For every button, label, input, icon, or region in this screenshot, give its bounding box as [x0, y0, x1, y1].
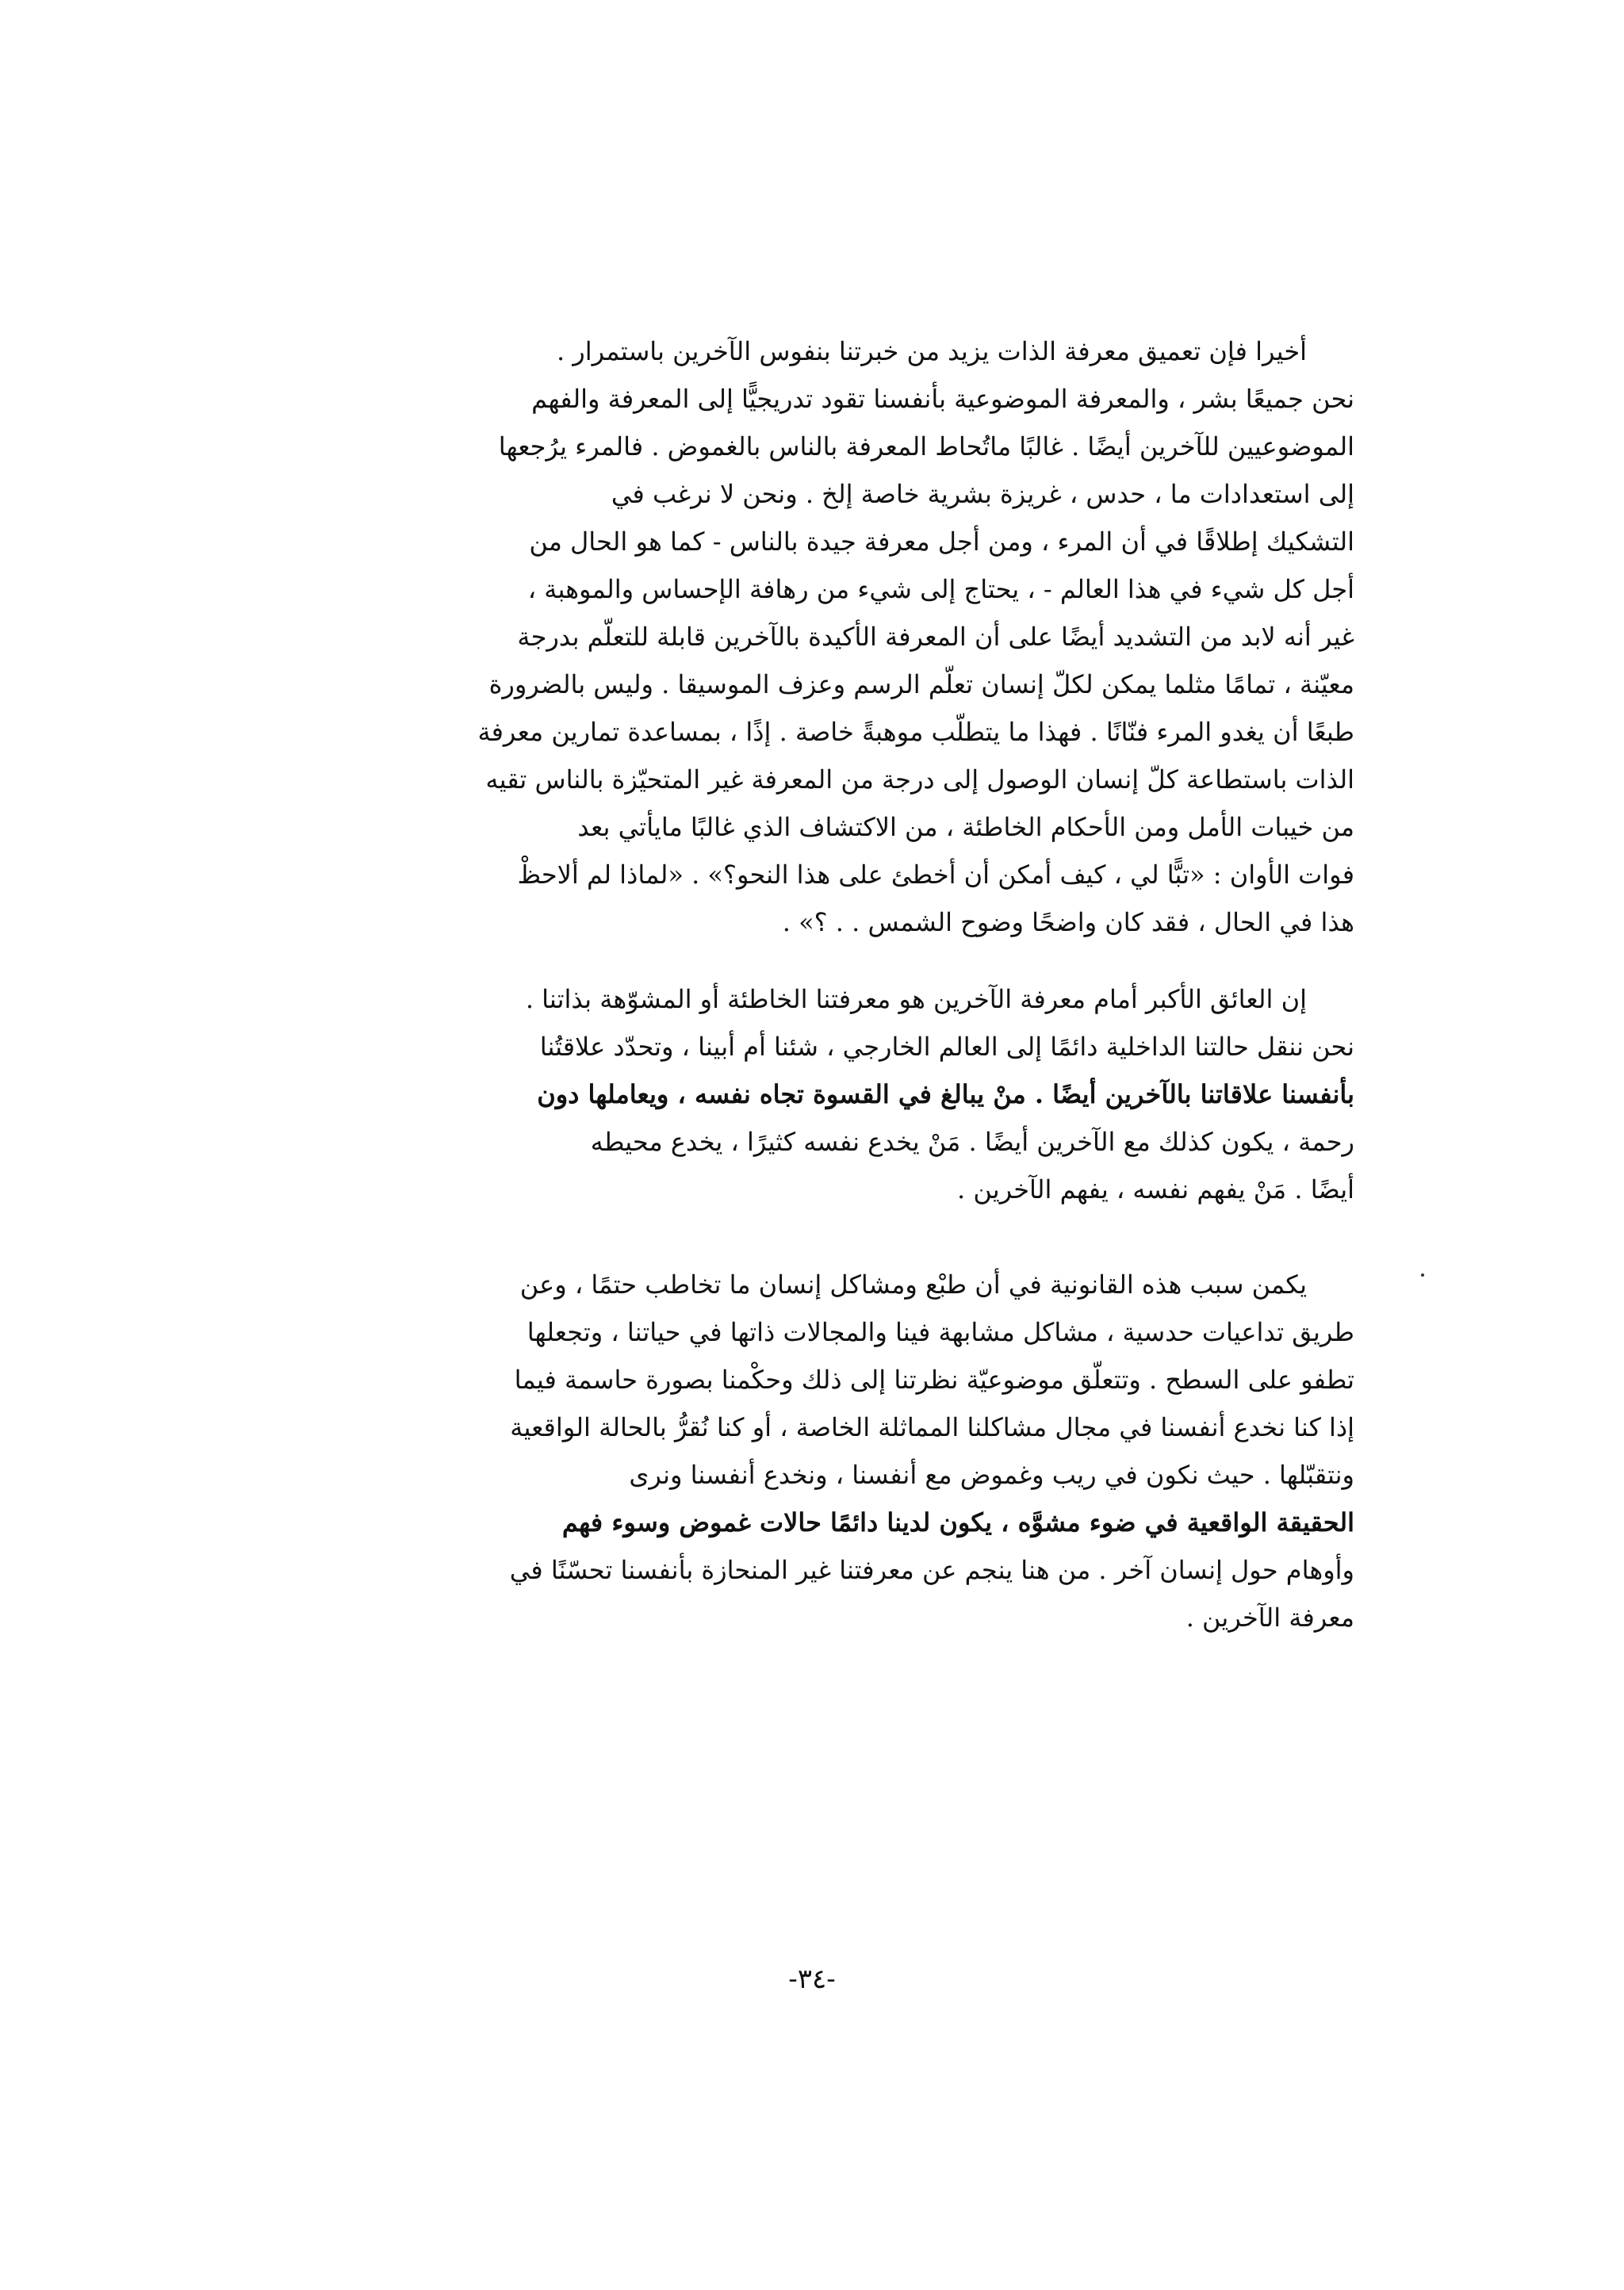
paragraph-line: وأوهام حول إنسان آخر . من هنا ينجم عن معرفتنا غير المنحازة بأنفسنا تحسّنًا في — [509, 1555, 1354, 1585]
paragraph-line: الموضوعيين للآخرين أيضًا . غالبًا ماتُحاط المعرفة بالناس بالغموض . فالمرء يرُجعها — [498, 431, 1354, 461]
paragraph-line: إذا كنا نخدع أنفسنا في مجال مشاكلنا المماثلة الخاصة ، أو كنا نُقرُّ بالحالة الواقعية — [510, 1412, 1354, 1442]
scan-speck — [1421, 1273, 1424, 1277]
paragraph-line: أجل كل شيء في هذا العالم - ، يحتاج إلى شيء من رهافة الإحساس والموهبة ، — [527, 574, 1354, 604]
paragraph-line: أخيرا فإن تعميق معرفة الذات يزيد من خبرتنا بنفوس الآخرين باستمرار . — [556, 336, 1307, 366]
paragraph-1 — [268, 327, 1354, 946]
paragraph-line: يكمن سبب هذه القانونية في أن طبْع ومشاكل إنسان ما تخاطب حتمًا ، وعن — [519, 1269, 1307, 1300]
paragraph-line: فوات الأوان : «تبًّا لي ، كيف أمكن أن أخطئ على هذا النحو؟» . «لماذا لم ألاحظْ — [517, 860, 1354, 890]
paragraph-line: معرفة الآخرين . — [1185, 1603, 1354, 1633]
paragraph-3 — [268, 1261, 1354, 1641]
page-number: -٣٤- — [788, 1963, 836, 1995]
paragraph-line: طبعًا أن يغدو المرء فنّانًا . فهذا ما يتطلّب موهبةً خاصة . إذًا ، بمساعدة تمارين معرفة — [477, 717, 1354, 747]
paragraph-line: معيّنة ، تمامًا مثلما يمكن لكلّ إنسان تعلّم الرسم وعزف الموسيقا . وليس بالضرورة — [488, 669, 1354, 699]
paragraph-line: تطفو على السطح . وتتعلّق موضوعيّة نظرتنا إلى ذلك وحكْمنا بصورة حاسمة فيما — [514, 1365, 1354, 1395]
paragraph-line: الذات باستطاعة كلّ إنسان الوصول إلى درجة من المعرفة غير المتحيّزة بالناس تقيه — [485, 764, 1354, 795]
paragraph-line: بأنفسنا علاقاتنا بالآخرين أيضًا . منْ يبالغ في القسوة تجاه نفسه ، ويعاملها دون — [537, 1079, 1354, 1109]
paragraph-line: نحن جميعًا بشر ، والمعرفة الموضوعية بأنفسنا تقود تدريجيًّا إلى المعرفة والفهم — [531, 384, 1354, 414]
paragraph-line: طريق تداعيات حدسية ، مشاكل مشابهة فينا والمجالات ذاتها في حياتنا ، وتجعلها — [527, 1317, 1354, 1347]
paragraph-line: غير أنه لابد من التشديد أيضًا على أن المعرفة الأكيدة بالآخرين قابلة للتعلّم بدرجة — [517, 622, 1354, 652]
paragraph-line: إلى استعدادات ما ، حدس ، غريزة بشرية خاصة إلخ . ونحن لا نرغب في — [611, 479, 1354, 509]
paragraph-line: هذا في الحال ، فقد كان واضحًا وضوح الشمس . . ؟» . — [782, 907, 1354, 937]
paragraph-line: نحن ننقل حالتنا الداخلية دائمًا إلى العالم الخارجي ، شئنا أم أبينا ، وتحدّد علاقتُنا — [539, 1032, 1354, 1062]
paragraph-line: رحمة ، يكون كذلك مع الآخرين أيضًا . مَنْ يخدع نفسه كثيرًا ، يخدع محيطه — [590, 1127, 1354, 1157]
paragraph-line: أيضًا . مَنْ يفهم نفسه ، يفهم الآخرين . — [956, 1174, 1354, 1204]
paragraph-2 — [268, 975, 1354, 1213]
paragraph-line: إن العائق الأكبر أمام معرفة الآخرين هو معرفتنا الخاطئة أو المشوّهة بذاتنا . — [525, 984, 1307, 1014]
paragraph-line: التشكيك إطلاقًا في أن المرء ، ومن أجل معرفة جيدة بالناس - كما هو الحال من — [529, 527, 1354, 557]
paragraph-line: ونتقبّلها . حيث نكون في ريب وغموض مع أنفسنا ، ونخدع أنفسنا ونرى — [629, 1460, 1354, 1490]
paragraph-line: من خيبات الأمل ومن الأحكام الخاطئة ، من الاكتشاف الذي غالبًا مايأتي بعد — [577, 812, 1354, 842]
paragraph-line: الحقيقة الواقعية في ضوء مشوَّه ، يكون لدينا دائمًا حالات غموض وسوء فهم — [561, 1507, 1354, 1538]
